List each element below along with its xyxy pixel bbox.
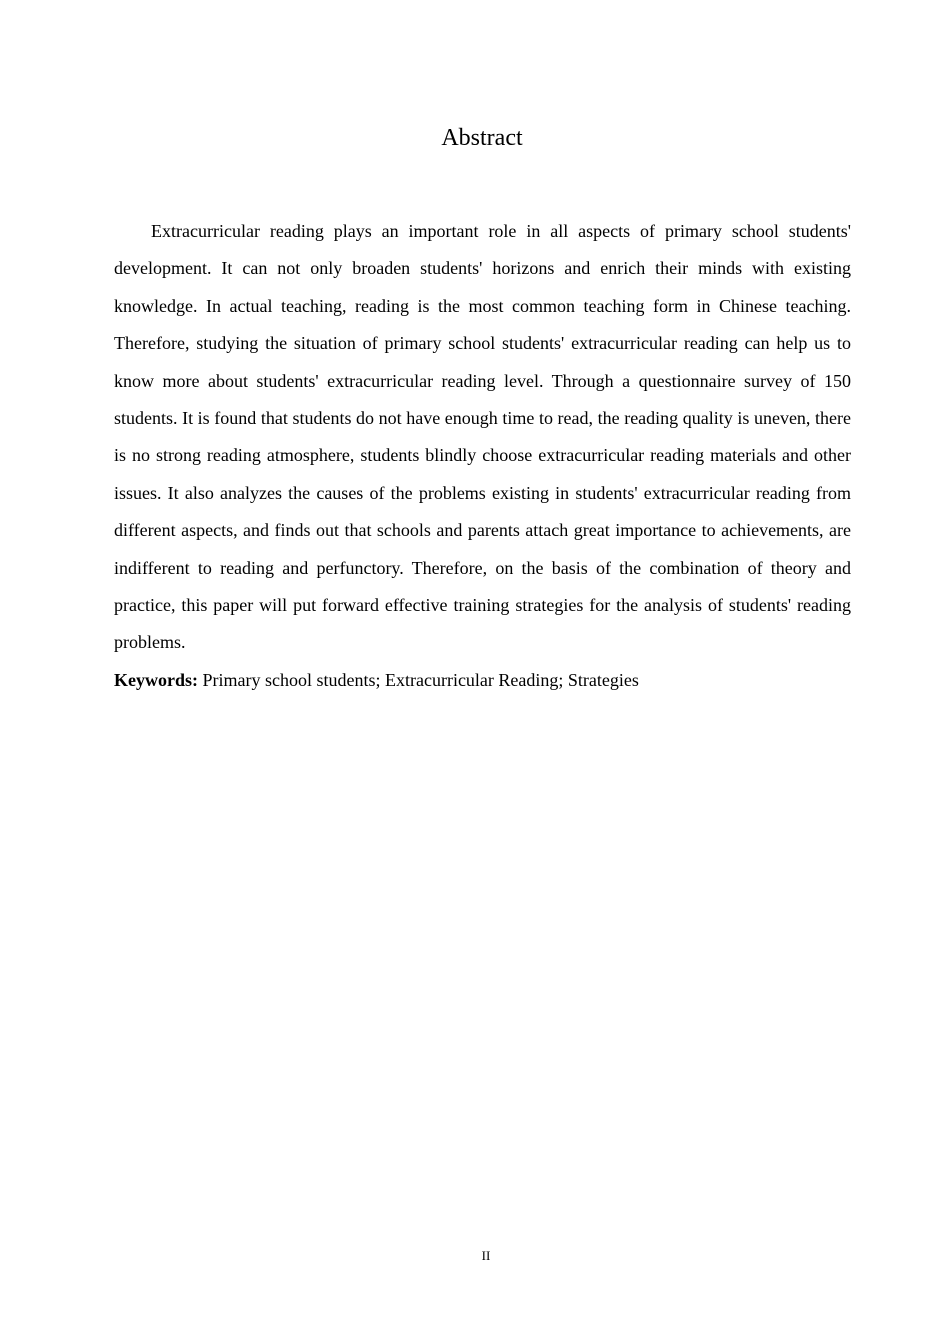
page-number: II [481, 1248, 491, 1263]
keywords-line [114, 662, 851, 699]
abstract-paragraph: Extracurricular reading plays an important role in all aspects of primary school students' development. It can not only broaden students' horizons and enrich their minds with existing knowledge. In actual teaching, reading is the most common teaching form in Chinese teaching. Therefore, studying the situation of primary school students' extracurricular reading can help us to know more about students' extracurricular reading level. Through a questionnaire survey of 150 students. It is found that students do not have enough time to read, the reading quality is uneven, there is no strong reading atmosphere, students blindly choose extracurricular reading materials and other issues. It also analyzes the causes of the problems existing in students' extracurricular reading from different aspects, and finds out that schools and parents attach great importance to achievements, are indifferent to reading and perfunctory. Therefore, on the basis of the combination of theory and practice, this paper will put forward effective training strategies for the analysis of students' reading problems. [114, 221, 851, 653]
page-title: Abstract [441, 125, 523, 151]
keywords-text: Primary school students; Extracurricular Reading; Strategies [202, 670, 639, 690]
keywords-label: Keywords: [114, 670, 198, 690]
